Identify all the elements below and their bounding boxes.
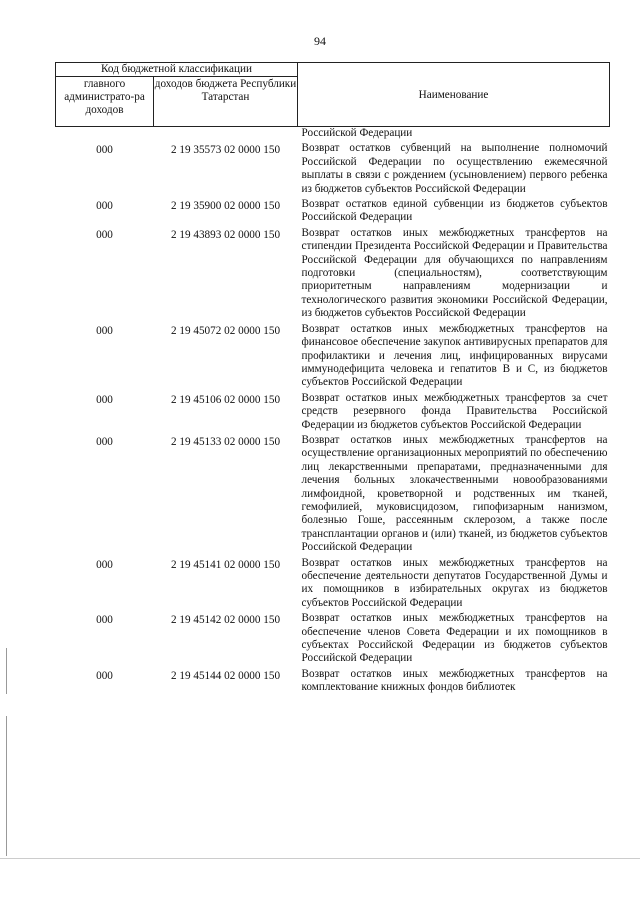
revenue-code-cell: 2 19 45142 02 0000 150 — [170, 614, 281, 627]
admin-code-cell: 000 — [96, 393, 113, 406]
page-edge-line — [0, 858, 640, 859]
header-group-title: Код бюджетной классификации — [56, 63, 298, 77]
admin-code-cell: 000 — [96, 144, 113, 157]
revenue-name-cell: Возврат остатков иных межбюджетных трансфертов на финансовое обеспечение закупок антивирусных препаратов для профилактики и лечения лиц, инфицированных вирусами иммунодефицита человека и гепатитов B и C, из бюджетов субъектов Российской Федерации — [301, 322, 608, 389]
margin-mark — [6, 716, 7, 856]
table-row — [56, 666, 610, 695]
margin-mark — [6, 648, 7, 694]
revenue-name-cell: Возврат остатков иных межбюджетных трансфертов на комплектование книжных фондов библиотек — [301, 667, 608, 694]
header-code-column: доходов бюджета Республики Татарстан — [154, 77, 298, 127]
page-number: 94 — [314, 34, 326, 48]
revenue-name-cell: Возврат остатков субвенций на выполнение полномочий Российской Федерации по осуществлению ежемесячной выплаты в связи с рождением (усыновлением) первого ребенка из бюджетов субъектов Российской Федерации — [301, 142, 608, 195]
admin-code-cell: 000 — [96, 200, 113, 213]
admin-code-cell: 000 — [96, 669, 113, 682]
table-row — [56, 140, 610, 196]
revenue-code-cell: 2 19 45106 02 0000 150 — [170, 393, 281, 406]
table-row — [56, 196, 610, 225]
revenue-name-cell: Возврат остатков единой субвенции из бюджетов субъектов Российской Федерации — [301, 198, 608, 224]
header-name-column: Наименование — [298, 63, 610, 127]
header-admin-column: главного администрато-ра доходов — [56, 77, 154, 127]
budget-classification-table — [55, 62, 610, 695]
revenue-code-cell: 2 19 35900 02 0000 150 — [170, 200, 281, 213]
revenue-name-cell: Возврат остатков иных межбюджетных трансфертов за счет средств резервного фонда Правительства Российской Федерации из бюджетов субъектов Российской Федерации — [301, 391, 608, 431]
continuation-text: Российской Федерации — [301, 127, 413, 139]
revenue-name-cell: Возврат остатков иных межбюджетных трансфертов на обеспечение деятельности депутатов Государственной Думы и их помощников в избирательных округах из бюджетов субъектов Российской Федерации — [301, 556, 608, 609]
revenue-name-cell: Возврат остатков иных межбюджетных трансфертов на обеспечение членов Совета Федерации и их помощников в субъектах Российской Федерации из бюджетов субъектов Российской Федерации — [301, 612, 608, 665]
admin-code-cell: 000 — [96, 228, 113, 241]
table-row — [56, 390, 610, 432]
admin-code-cell: 000 — [96, 324, 113, 337]
revenue-code-cell: 2 19 45072 02 0000 150 — [170, 324, 281, 337]
revenue-name-cell: Возврат остатков иных межбюджетных трансфертов на осуществление организационных мероприятий по обеспечению лиц лекарственными препаратами, предназначенными для лечения больных злокачественными новообразованиями лимфоидной, кроветворной и родственных им тканей, гемофилией, муковисцидозом, гипофизарным нанизмом, болезнью Гоше, рассеянным склерозом, а также после трансплантации органов и (или) тканей, из бюджетов субъектов Российской Федерации — [301, 433, 608, 554]
table-row — [56, 432, 610, 555]
admin-code-cell: 000 — [96, 558, 113, 571]
admin-code-cell: 000 — [96, 614, 113, 627]
revenue-code-cell: 2 19 45144 02 0000 150 — [170, 669, 281, 682]
revenue-name-cell: Возврат остатков иных межбюджетных трансфертов на стипендии Президента Российской Федерации и Правительства Российской Федерации для обучающихся по направлениям подготовки (специальностям), соответствующим приоритетным направлениям модернизации и технологического развития экономики Российской Федерации, из бюджетов субъектов Российской Федерации — [301, 226, 608, 320]
revenue-code-cell: 2 19 35573 02 0000 150 — [170, 144, 281, 157]
continuation-row — [56, 127, 610, 141]
admin-code-cell: 000 — [96, 435, 113, 448]
table-row — [56, 555, 610, 611]
header-row-top — [56, 63, 610, 77]
table-row — [56, 225, 610, 321]
revenue-code-cell: 2 19 43893 02 0000 150 — [170, 228, 281, 241]
table-row — [56, 610, 610, 666]
revenue-code-cell: 2 19 45133 02 0000 150 — [170, 435, 281, 448]
revenue-code-cell: 2 19 45141 02 0000 150 — [170, 558, 281, 571]
table-row — [56, 321, 610, 390]
